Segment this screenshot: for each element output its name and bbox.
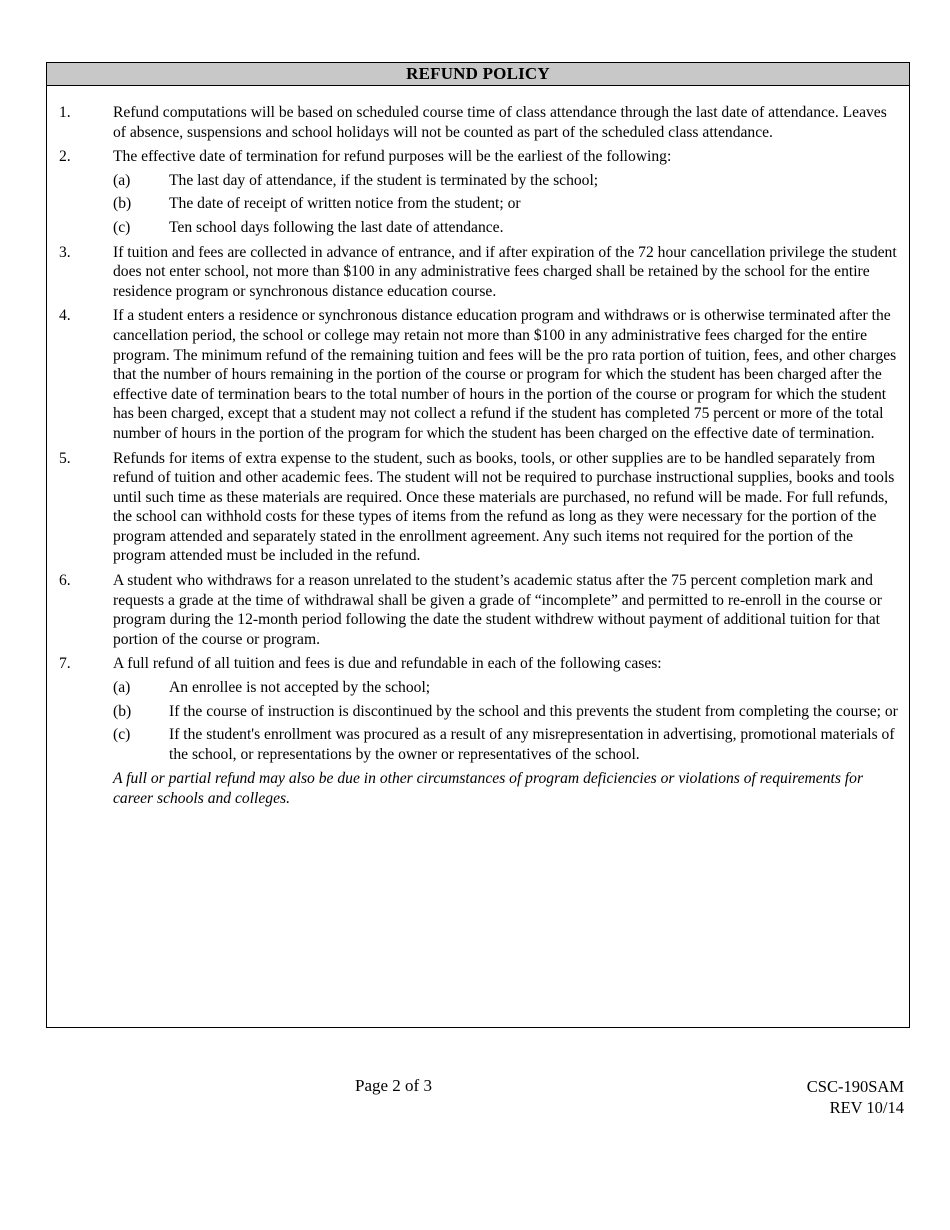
sub-item-text: If the course of instruction is discontinued by the school and this prevents the student from completing the course; or — [169, 702, 898, 720]
refund-policy-box — [46, 62, 910, 1028]
policy-item — [59, 571, 903, 649]
policy-item — [59, 449, 903, 567]
item-text: A student who withdraws for a reason unrelated to the student’s academic status after the 75 percent completion mark and requests a grade at the time of withdrawal shall be given a grade of “incomplete” and permitted to re-enroll in the course or program during the 12-month period following the date the student withdrew without payment of additional tuition for that portion of the course or program. — [113, 572, 882, 648]
section-title: REFUND POLICY — [47, 63, 909, 86]
sub-item-label: (b) — [113, 195, 132, 213]
item-number: 3. — [59, 243, 71, 261]
sub-item-label: (b) — [113, 702, 132, 720]
sub-item — [113, 725, 903, 764]
item-number: 4. — [59, 307, 71, 325]
item-text: If a student enters a residence or synchronous distance education program and withdraws or is otherwise terminated after the cancellation period, the school or college may retain not more than $100 in any administrative fees charged for the entire program. The minimum refund of the remaining tuition and fees will be the pro rata portion of tuition, fees, and other charges that the number of hours remaining in the portion of the course or program for which the student has been charged after the effective date of termination bears to the total number of hours in the portion of the course or program for which the student has been charged, except that a student may not collect a refund if the student has completed 75 percent or more of the total number of hours in the portion of the program for which the student has been charged on the effective date of termination. — [113, 307, 897, 442]
item-text: The effective date of termination for refund purposes will be the earliest of the following: — [113, 148, 672, 166]
sub-item-label: (a) — [113, 171, 131, 189]
sub-item-text: Ten school days following the last date of attendance. — [169, 218, 504, 236]
sub-item — [113, 171, 903, 191]
form-revision: REV 10/14 — [829, 1098, 904, 1117]
page-number: Page 2 of 3 — [355, 1076, 432, 1095]
item-number: 1. — [59, 104, 71, 121]
sub-item-label: (c) — [113, 726, 131, 744]
item-text: Refund computations will be based on scheduled course time of class attendance through the last date of attendance. Leaves of absence, suspensions and school holidays will not be counted as part of the scheduled class attendance. — [113, 104, 887, 141]
policy-list — [59, 103, 903, 809]
sub-item-label: (c) — [113, 218, 131, 236]
policy-item — [59, 306, 903, 443]
policy-item — [59, 654, 903, 764]
policy-item — [59, 103, 903, 142]
sub-item — [113, 678, 903, 698]
sub-item-text: An enrollee is not accepted by the school; — [169, 679, 431, 697]
item-number: 5. — [59, 449, 71, 467]
item-number: 6. — [59, 572, 71, 590]
sub-item-text: If the student's enrollment was procured as a result of any misrepresentation in advertising, promotional materials of the school, or representations by the owner or representatives of the school. — [169, 726, 895, 763]
sub-item — [113, 218, 903, 238]
item-number: 2. — [59, 148, 71, 166]
form-info — [807, 1076, 904, 1118]
form-id: CSC-190SAM — [806, 1077, 904, 1096]
item-text: A full refund of all tuition and fees is due and refundable in each of the following cases: — [113, 655, 662, 673]
sub-item — [113, 702, 903, 722]
sub-item — [113, 194, 903, 214]
policy-item — [59, 147, 903, 237]
italic-note: A full or partial refund may also be due in other circumstances of program deficiencies or violations of requirements for career schools and colleges. — [113, 770, 864, 807]
item-number: 7. — [59, 655, 71, 673]
item-text: If tuition and fees are collected in advance of entrance, and if after expiration of the 72 hour cancellation privilege the student does not enter school, not more than $100 in any administrative fees charged shall be retained by the school for the entire residence program or synchronous distance education course. — [113, 243, 897, 300]
policy-item — [59, 243, 903, 302]
sub-item-label: (a) — [113, 679, 131, 697]
sub-item-text: The date of receipt of written notice from the student; or — [169, 195, 521, 213]
sub-item-text: The last day of attendance, if the student is terminated by the school; — [169, 171, 599, 189]
item-text: Refunds for items of extra expense to the student, such as books, tools, or other supplies are to be handled separately from refund of tuition and other academic fees. The student will not be required to purchase instructional supplies, books and tools until such time as these materials are required. Once these materials are purchased, no refund will be made. For full refunds, the school can withhold costs for these types of items from the refund as long as they were necessary for the portion of the program attended and separately stated in the enrollment agreement. Any such items not required for the portion of the program attended must be included in the refund. — [113, 449, 895, 565]
